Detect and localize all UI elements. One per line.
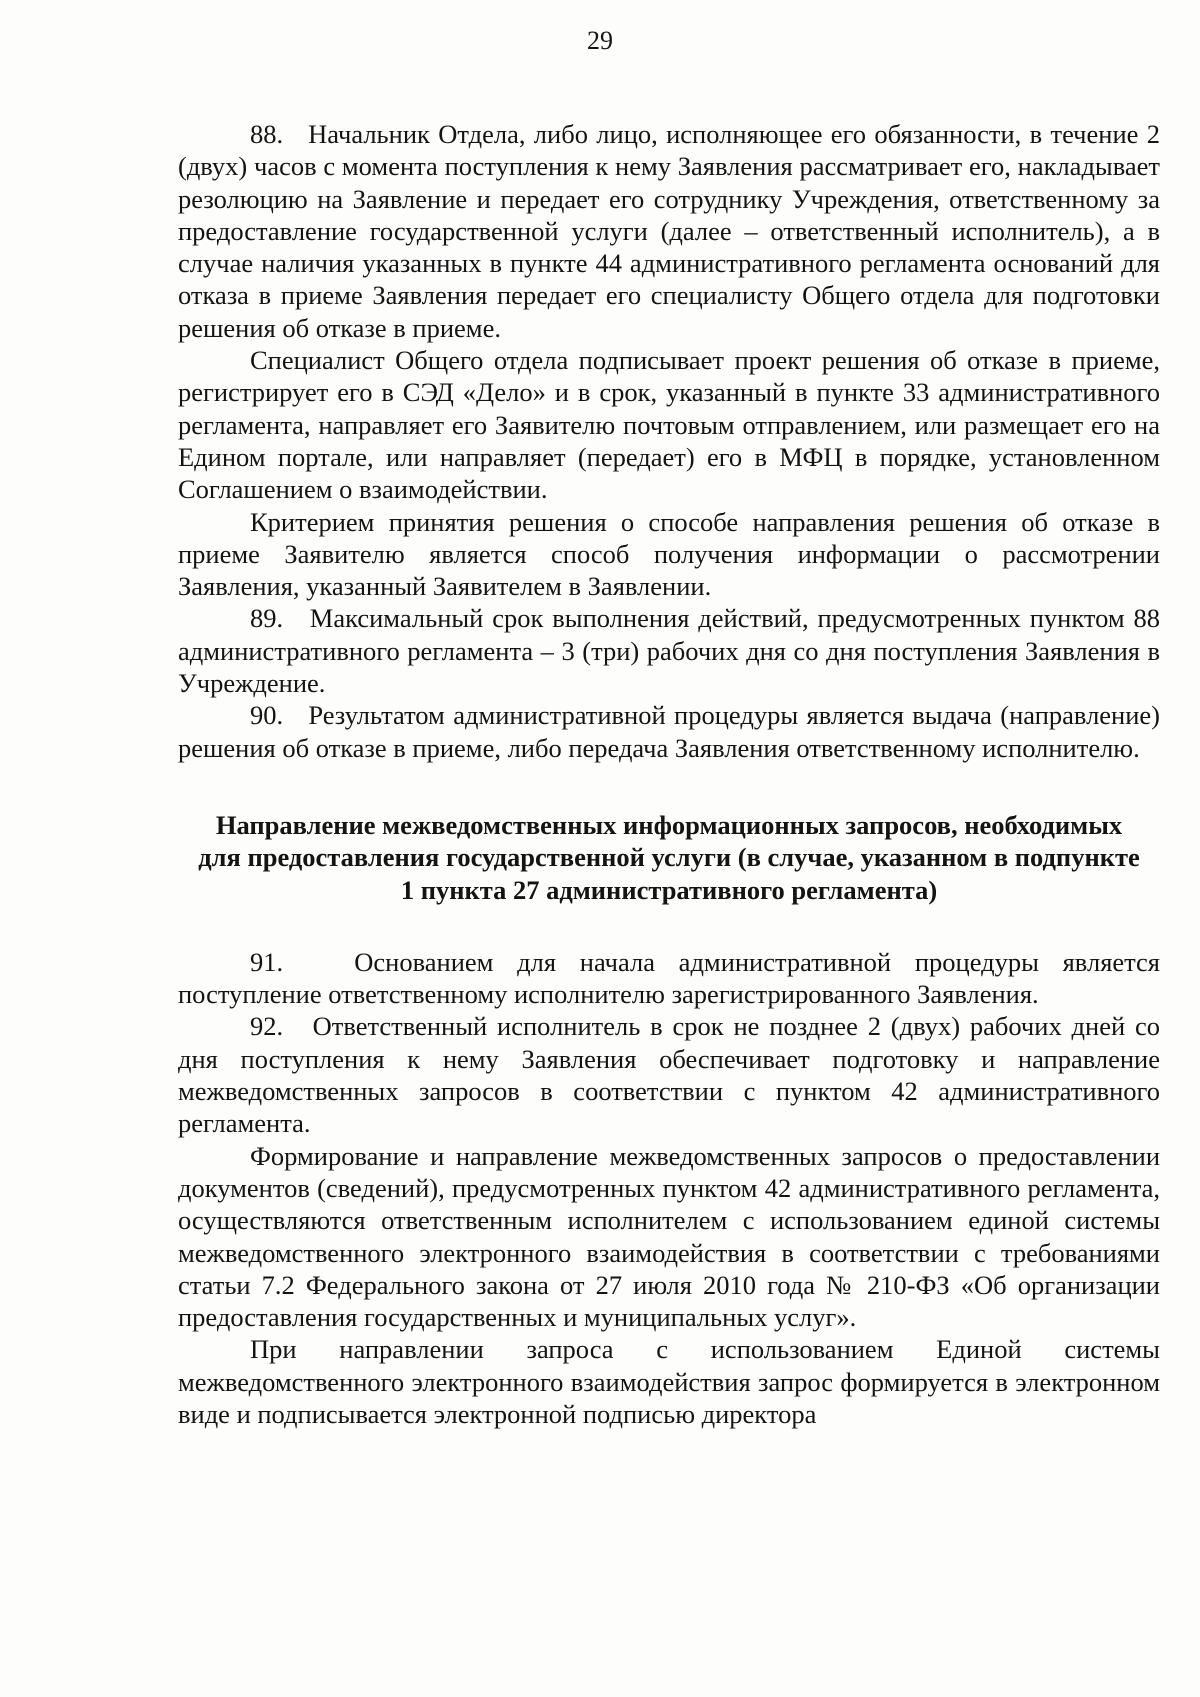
paragraph-89: 89. Максимальный срок выполнения действий, предусмотренных пунктом 88 административного регламента – 3 (три) рабочих дня со дня поступления Заявления в Учреждение. — [178, 603, 1160, 699]
paragraph-88-specialist: Специалист Общего отдела подписывает проект решения об отказе в приеме, регистрирует его в СЭД «Дело» и в срок, указанный в пункте 33 административного регламента, направляет его Заявителю почтовым отправлением, или размещает его на Едином портале, или направляет (передает) его в МФЦ в порядке, установленном Соглашением о взаимодействии. — [178, 345, 1160, 505]
paragraph-91: 91. Основанием для начала административной процедуры является поступление ответственному исполнителю зарегистрированного Заявления. — [178, 946, 1160, 1010]
paragraph-90: 90. Результатом административной процедуры является выдача (направление) решения об отказе в приеме, либо передача Заявления ответственному исполнителю. — [178, 700, 1160, 763]
paragraph-88: 88. Начальник Отдела, либо лицо, исполняющее его обязанности, в течение 2 (двух) часов с момента поступления к нему Заявления рассматривает его, накладывает резолюцию на Заявление и передает его сотруднику Учреждения, ответственному за предоставление государственной услуги (далее – ответственный исполнитель), а в случае наличия указанных в пункте 44 административного регламента оснований для отказа в приеме Заявления передает его специалисту Общего отдела для подготовки решения об отказе в приеме. — [178, 119, 1160, 343]
paragraph-92: 92. Ответственный исполнитель в срок не позднее 2 (двух) рабочих дней со дня поступления к нему Заявления обеспечивает подготовку и направление межведомственных запросов в соответствии с пунктом 42 административного регламента. — [178, 1011, 1160, 1139]
paragraph-92-formation: Формирование и направление межведомственных запросов о предоставлении документов (сведений), предусмотренных пунктом 42 административного регламента, осуществляются ответственным исполнителем с использованием единой системы межведомственного электронного взаимодействия в соответствии с требованиями статьи 7.2 Федерального закона от 27 июля 2010 года № 210-ФЗ «Об организации предоставления государственных и муниципальных услуг». — [178, 1140, 1160, 1333]
paragraph-92-request: При направлении запроса с использованием Единой системы межведомственного электронного взаимодействия запрос формируется в электронном виде и подписывается электронной подписью директора — [178, 1334, 1160, 1429]
page-number: 29 — [587, 26, 613, 55]
section-heading: Направление межведомственных информационных запросов, необходимых для предоставления государственной услуги (в случае, указанном в подпункте 1 пункта 27 административного регламента) — [198, 809, 1140, 905]
paragraph-88-criterion: Критерием принятия решения о способе направления решения об отказе в приеме Заявителю является способ получения информации о рассмотрении Заявления, указанный Заявителем в Заявлении. — [178, 506, 1160, 602]
document-body — [178, 118, 1160, 1430]
